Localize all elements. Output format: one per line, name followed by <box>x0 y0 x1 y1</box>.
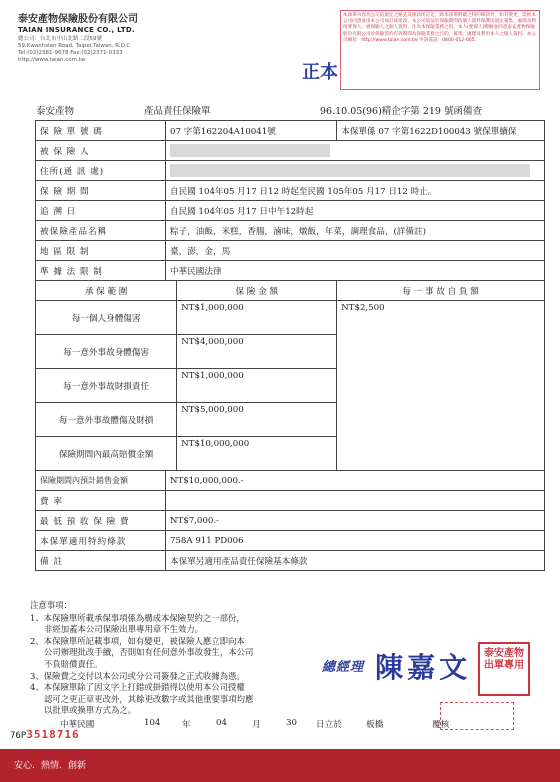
document-title: 產品責任保險單 <box>144 106 211 117</box>
redacted-address <box>170 164 530 177</box>
date-era: 中華民國 <box>60 720 95 730</box>
original-stamp: 正本 <box>302 62 338 83</box>
footer-bar <box>0 749 560 782</box>
law-label: 準 據 法 限 制 <box>36 261 166 281</box>
company-url: http://www.taian.com.tw <box>18 57 86 63</box>
company-name-en: TAIAN INSURANCE CO., LTD. <box>18 26 135 34</box>
company-header <box>18 10 138 64</box>
date-month-unit: 月 <box>252 720 261 730</box>
date-year: 104 <box>144 718 161 728</box>
company-short-name: 泰安產物 <box>36 106 75 117</box>
footer-slogan: 安心．熱情．創新 <box>14 761 87 771</box>
company-address <box>18 36 138 64</box>
note-item: 2、本保險單所記載事項，如有變更，被保險人應立即向本 公司辦理批改手續，否則如有任何意外事故發生，本公司 不負賠償責任。 <box>30 635 254 669</box>
serial-digits: 3518716 <box>26 728 80 741</box>
address-en: 59,Kwanhsien Road, Taipei,Taiwan, R.O.C <box>18 43 131 49</box>
coverage-header-row <box>36 281 545 301</box>
deductible-value: NT$2,500 <box>337 301 545 471</box>
checker-label: 覆核 <box>432 720 450 730</box>
insured-value <box>166 141 545 161</box>
table-row <box>36 201 545 221</box>
law-value: 中華民國法律 <box>166 261 545 281</box>
renewal-note: 本保單係 07 字第1622D100043 號保單續保 <box>337 121 545 141</box>
issuance-seal: 泰安產物出單專用 <box>478 642 530 696</box>
company-name-zh: 泰安產物保險股份有限公司 <box>18 14 138 25</box>
endorsements-value: 758A 911 PD006 <box>166 531 545 551</box>
table-row <box>36 241 545 261</box>
serial-prefix: 76P <box>10 731 27 741</box>
address-value <box>166 161 545 181</box>
table-row <box>36 531 545 551</box>
period-label: 保 險 期 間 <box>36 181 166 201</box>
manager-title: 總經理 <box>322 660 365 675</box>
table-row <box>36 181 545 201</box>
remarks-value: 本保單另適用產品責任保險基本條款 <box>166 551 545 571</box>
table-row <box>36 471 545 491</box>
amount-header: 保 險 金 額 <box>177 281 337 301</box>
table-row <box>36 261 545 281</box>
coverage-amount: NT$5,000,000 <box>177 403 337 437</box>
coverage-item: 每一意外事故身體傷害 <box>36 335 177 369</box>
min-premium-value: NT$7,000.- <box>166 511 545 531</box>
manager-name: 陳嘉文 <box>375 651 472 684</box>
table-row <box>36 511 545 531</box>
date-day-unit: 日立於 <box>316 720 342 730</box>
table-row <box>36 551 545 571</box>
territory-value: 臺，澎，金，馬 <box>166 241 545 261</box>
table-row <box>36 491 545 511</box>
table-row <box>36 121 545 141</box>
premium-rate-value <box>166 491 545 511</box>
annual-sales-label: 保險期間內預計銷售金額 <box>36 471 166 491</box>
coverage-amount: NT$4,000,000 <box>177 335 337 369</box>
coverage-amount: NT$1,000,000 <box>177 301 337 335</box>
manager-signature <box>322 646 471 686</box>
territory-label: 地 區 限 制 <box>36 241 166 261</box>
note-item: 4、本保險單除了因文字上打錯或掛錯得以使用本公司授權 認可之更正章更改外，其餘更改數字或其他重要事項均應 以批單或換單方式為之。 <box>30 682 254 716</box>
redacted-insured <box>170 144 330 157</box>
remarks-label: 備 註 <box>36 551 166 571</box>
min-premium-label: 最 低 預 收 保 險 費 <box>36 511 166 531</box>
date-year-unit: 年 <box>182 720 191 730</box>
date-month: 04 <box>216 718 227 728</box>
insured-label: 被 保 險 人 <box>36 141 166 161</box>
table-row <box>36 221 545 241</box>
coverage-header: 承 保 範 圍 <box>36 281 177 301</box>
checker-stamp-box <box>440 702 514 730</box>
policy-no-value: 07 字第162204A10041號 <box>166 121 337 141</box>
coverage-row <box>36 301 545 335</box>
tel-fax: Tel:(02)2381-9678 Fax:(02)2371-0333 <box>18 50 123 56</box>
coverage-item: 每一意外事故財損責任 <box>36 369 177 403</box>
coverage-amount: NT$10,000,000 <box>177 437 337 471</box>
period-value: 自民國 104年05 月17 日12 時起至民國 105年05 月17 日12 時止。 <box>166 181 545 201</box>
table-row <box>36 141 545 161</box>
address-label: 住所(通 訊 處) <box>36 161 166 181</box>
retro-label: 追 溯 日 <box>36 201 166 221</box>
retro-value: 自民國 104年05 月17 日中午12時起 <box>166 201 545 221</box>
serial-number <box>10 728 80 741</box>
policy-no-label: 保 險 單 號 碼 <box>36 121 166 141</box>
table-row <box>36 161 545 181</box>
note-item: 1、本保險單所載承保事項係為構成本保險契約之一部份， 非經加蓋本公司保險出單專用章不生效力。 <box>30 612 245 635</box>
coverage-item: 每一個人身體傷害 <box>36 301 177 335</box>
coverage-amount: NT$1,000,000 <box>177 369 337 403</box>
issue-place: 板橋 <box>366 720 384 730</box>
approval-reference: 96.10.05(96)精企字第 219 號函備查 <box>320 106 482 117</box>
fine-print-box: 本保單內容為公司依規定之格式及條款所訂定，除本保單附載之特約條款外，如有變更，需經本公司同意並由本公司加註或批改。本公司依法於保險期間依個人資料保護法規定蒐集、處理及利用要保人、被保險人之個人資料，作為本保險業務之用。本人(要保人)瞭解並同意泰安產物保險股份有限公司於保險契約有效期間為保險業務之目的，蒐集、處理及利用本人之個人資料。本公司網址：http://www.taian.com.tw 申訴電話：0800-012-005。 <box>340 10 540 90</box>
notes-heading: 注意事項： <box>30 600 72 610</box>
deductible-header: 每 一 事 故 自 負 額 <box>337 281 545 301</box>
products-label: 被保險產品名稱 <box>36 221 166 241</box>
policy-table <box>35 120 545 571</box>
products-value: 粽子，油飯，米糕，香腸，滷味，燉飯，年菜，調理食品，(詳備註) <box>166 221 545 241</box>
coverage-item: 每一意外事故體傷及財損 <box>36 403 177 437</box>
annual-sales-value: NT$10,000,000.- <box>166 471 545 491</box>
premium-rate-label: 費 率 <box>36 491 166 511</box>
date-day: 30 <box>286 718 297 728</box>
coverage-item: 保險期間內最高賠償金額 <box>36 437 177 471</box>
address-zh: 總公司：台北市中山北路二段59號 <box>18 36 102 42</box>
note-item: 3、保險費之交付以本公司或分公司簽發之正式收據為憑。 <box>30 670 245 681</box>
endorsements-label: 本保單適用特約條款 <box>36 531 166 551</box>
